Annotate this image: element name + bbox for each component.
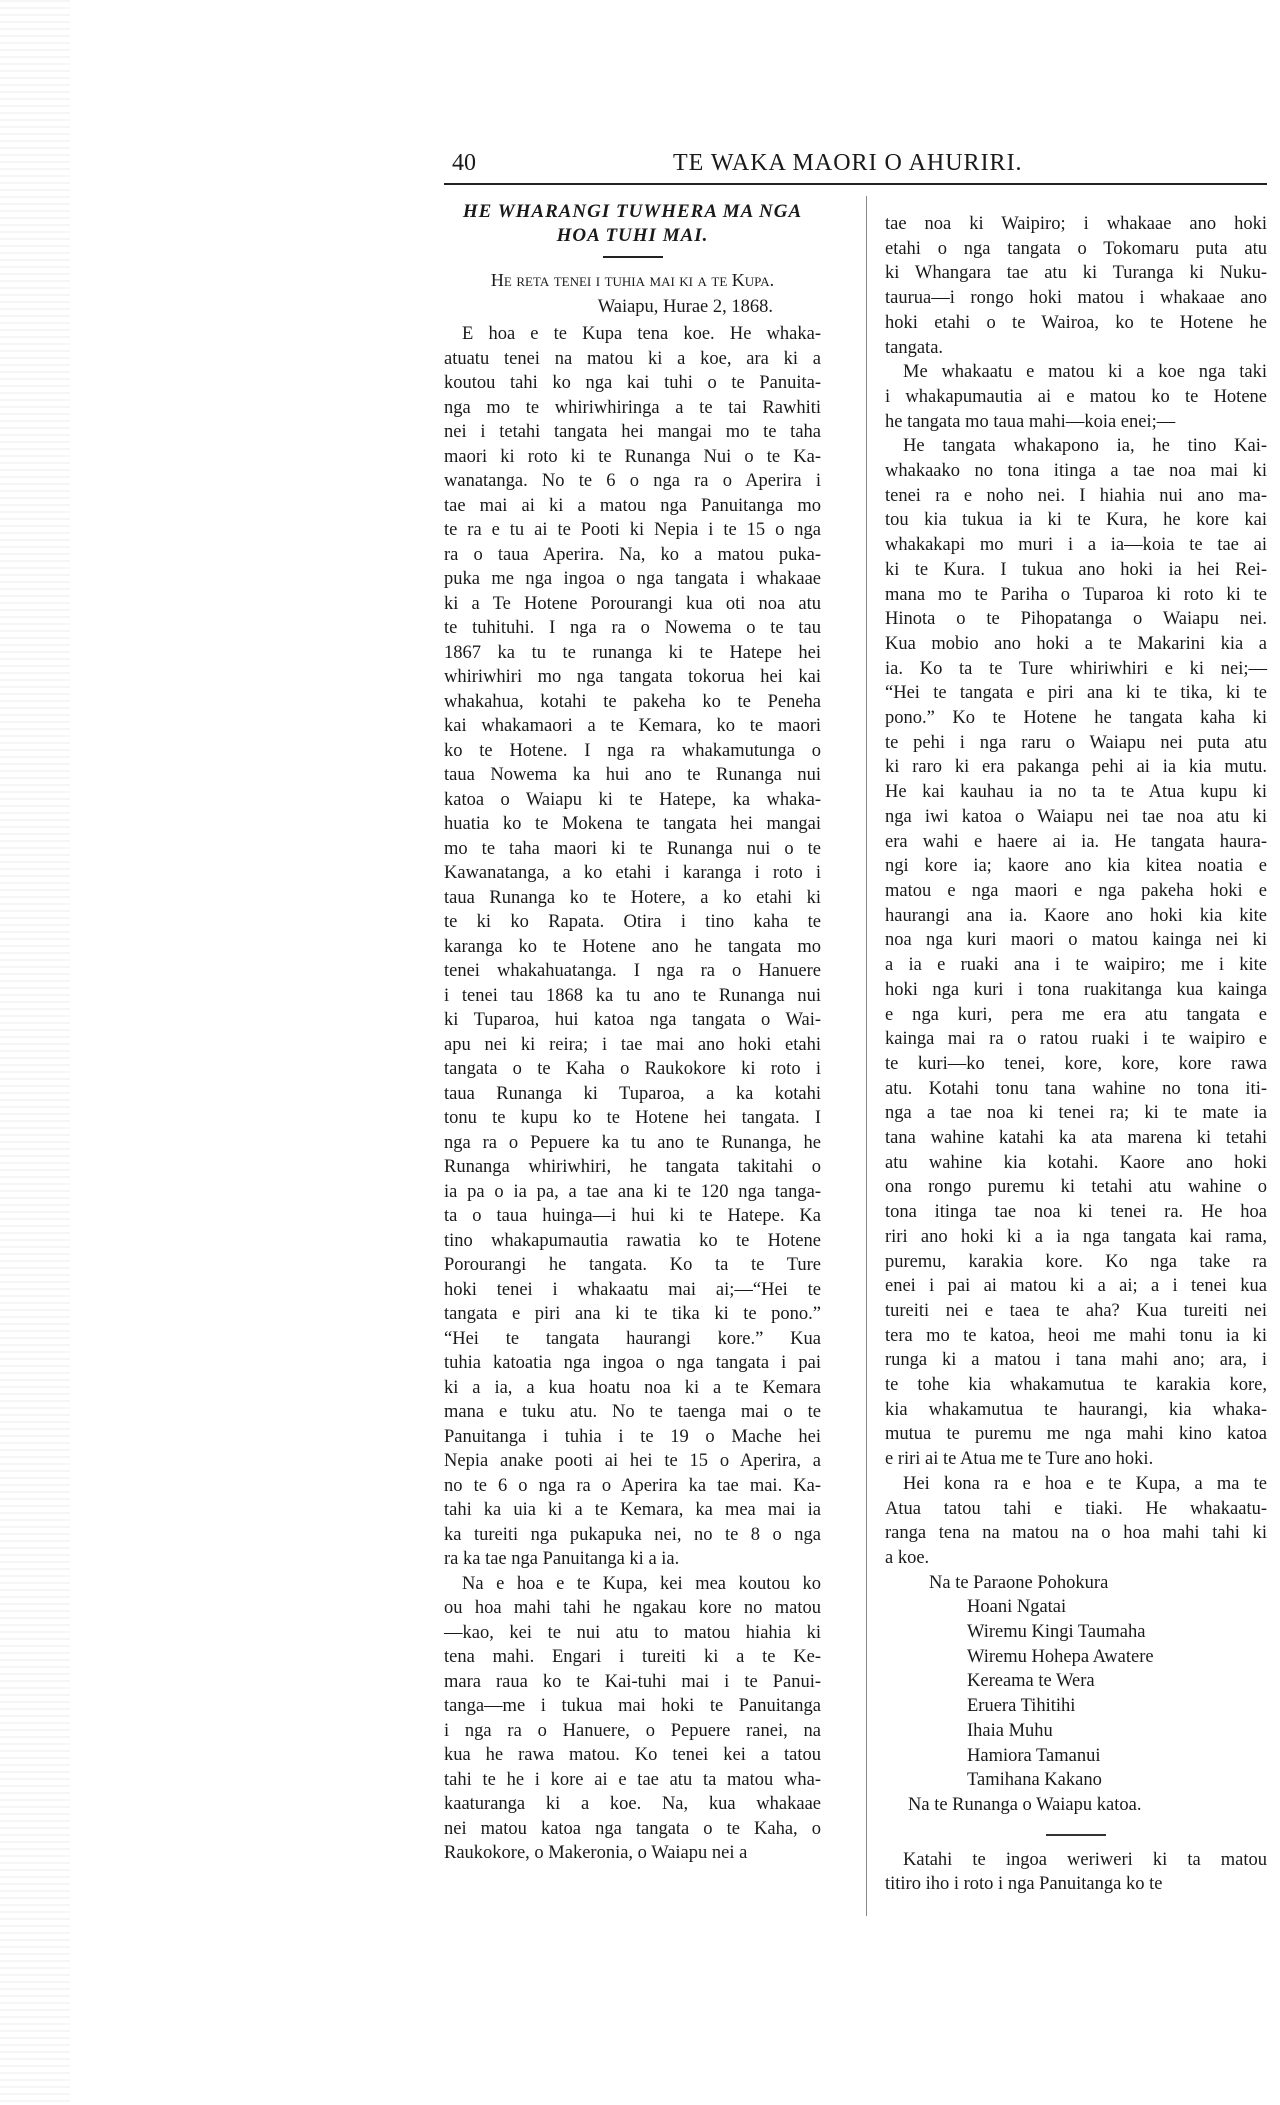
text-line: tonu te kupu ko te Hotene hei tangata. I bbox=[444, 1108, 821, 1128]
text-line: ona rongo puremu ki tetahi atu wahine o bbox=[885, 1177, 1267, 1198]
paragraph bbox=[885, 212, 1267, 360]
text-line: taua Runanga ki Tuparoa, a ka kotahi bbox=[444, 1083, 821, 1104]
paragraph bbox=[885, 360, 1267, 434]
text-line: Hinota o te Pihopatanga o Waiapu nei. bbox=[885, 609, 1267, 630]
text-line: “Hei te tangata e piri ana ki te tika, ki te bbox=[885, 683, 1267, 704]
text-line: i whakapumautia ai e matou ko te Hotene bbox=[885, 386, 1267, 407]
text-line: ranga tena na matou na o hoa mahi tahi ki bbox=[885, 1523, 1267, 1544]
text-line: kaaturanga ki a koe. Na, kua whakaae bbox=[444, 1794, 821, 1814]
text-line: taua Nowema ka hui ano te Runanga nui bbox=[444, 765, 821, 785]
text-line: mana e tuku atu. No te taenga mai o te bbox=[444, 1402, 821, 1422]
header-rule bbox=[444, 183, 1267, 185]
letter-heading: He reta tenei i tuhia mai ki a te Kupa. bbox=[490, 270, 775, 290]
text-line: Kua mobio ano hoki a te Makarini kia a bbox=[885, 633, 1267, 654]
text-line: 1867 ka tu te runanga ki te Hatepe hei bbox=[444, 642, 821, 663]
text-line: e riri ai te Atua me te Ture ano hoki. bbox=[885, 1449, 1154, 1470]
text-line: te ki ko Rapata. Otira i tino kaha te bbox=[444, 912, 821, 932]
text-line: tana wahine katahi ka ata marena ki tetahi bbox=[885, 1128, 1267, 1149]
text-line: a koe. bbox=[885, 1547, 930, 1568]
text-line: mana mo te Pariha o Tuparoa ki roto ki te bbox=[885, 584, 1267, 605]
text-line: nga ra o Pepuere ka tu ano te Runanga, he bbox=[444, 1132, 821, 1153]
text-line: i tenei tau 1868 ka tu ano te Runanga nui bbox=[444, 985, 821, 1006]
left-column bbox=[444, 200, 821, 1866]
signatory-lead: Na te Paraone Pohokura bbox=[929, 1572, 1109, 1593]
text-line: e nga kuri, pera me era atu tangata e bbox=[885, 1004, 1267, 1025]
text-line: taua Runanga ko te Hotere, a ko etahi ki bbox=[444, 887, 821, 908]
paragraph bbox=[444, 1572, 821, 1866]
text-line: puremu, karakia kore. Ko nga take ra bbox=[885, 1251, 1267, 1272]
text-line: tou kia tukua ia ki te Kura, he kore kai bbox=[885, 510, 1267, 531]
text-line: ou hoa mahi tahi he ngakau kore no matou bbox=[444, 1598, 821, 1618]
text-line: kainga mai ra o ratou ruaki i te waipiro e bbox=[885, 1029, 1267, 1050]
text-line: etahi o nga tangata o Tokomaru puta atu bbox=[885, 238, 1267, 259]
signatories bbox=[885, 1571, 1267, 1818]
text-line: tona itinga tae noa ki tenei ra. He hoa bbox=[885, 1202, 1267, 1223]
text-line: nei i tetahi tangata hei mangai mo te taha bbox=[444, 422, 821, 442]
text-line: Porourangi he tangata. Ko ta te Ture bbox=[444, 1255, 821, 1275]
text-line: tangata o te Kaha o Raukokore ki roto i bbox=[444, 1059, 821, 1079]
title-rule bbox=[603, 256, 663, 258]
text-line: He tangata whakapono ia, he tino Kai- bbox=[903, 436, 1267, 457]
text-line: kua he rawa matou. Ko tenei kei a tatou bbox=[444, 1745, 821, 1765]
text-line: taurua—i rongo hoki matou i whakaae ano bbox=[885, 288, 1267, 309]
text-line: nga mo te whiriwhiringa a te tai Rawhiti bbox=[444, 397, 821, 418]
text-line: ra o taua Aperira. Na, ko a matou puka- bbox=[444, 544, 821, 565]
text-line: “Hei te tangata haurangi kore.” Kua bbox=[444, 1328, 821, 1349]
text-line: runga ki a matou i tana mahi ano; ara, i bbox=[885, 1350, 1267, 1371]
text-line: Atua tatou tahi e tiaki. He whakaatu- bbox=[885, 1498, 1267, 1519]
section-rule bbox=[1046, 1834, 1106, 1836]
section-title bbox=[444, 200, 821, 248]
text-line: pono.” Ko te Hotene he tangata kaha ki bbox=[885, 708, 1267, 729]
text-line: tahi te he i kore ai e tae atu ta matou wha- bbox=[444, 1769, 821, 1790]
text-line: tangata e piri ana ki te tika ki te pono.” bbox=[444, 1304, 821, 1324]
text-line: ki Whangara tae atu ki Turanga ki Nuku- bbox=[885, 263, 1267, 284]
text-line: tino whakapumautia rawatia ko te Hotene bbox=[444, 1230, 821, 1251]
text-line: i nga ra o Hanuere, o Pepuere ranei, na bbox=[444, 1720, 821, 1741]
text-line: no te 6 o nga ra o Aperira ka tae mai. Ka- bbox=[444, 1475, 821, 1496]
text-line: whiriwhiri mo nga tangata tokorua hei kai bbox=[444, 667, 821, 687]
signatory-name: Eruera Tihitihi bbox=[967, 1696, 1076, 1717]
text-line: He kai kauhau ia no ta te Atua kupu ki bbox=[885, 782, 1267, 803]
text-line: Kawanatanga, a ko etahi i karanga i roto i bbox=[444, 863, 821, 883]
text-line: atu wahine kia kotahi. Kaore ano hoki bbox=[885, 1152, 1267, 1173]
signatory-closing: Na te Runanga o Waiapu katoa. bbox=[908, 1795, 1142, 1815]
text-line: mutua te puremu me nga mahi kino katoa bbox=[885, 1424, 1267, 1445]
text-line: noa nga kuri maori o matou kainga nei ki bbox=[885, 930, 1267, 951]
text-line: ta o taua huinga—i hui ki te Hatepe. Ka bbox=[444, 1206, 821, 1226]
signatory-name: Hamiora Tamanui bbox=[967, 1745, 1101, 1766]
text-line: te kuri—ko tenei, kore, kore, kore rawa bbox=[885, 1053, 1267, 1074]
text-line: hoki nga kuri i tona ruakitanga kua kainga bbox=[885, 979, 1267, 1000]
signatory-name: Ihaia Muhu bbox=[967, 1720, 1053, 1741]
text-line: ka tureiti nga pukapuka nei, no te 8 o nga bbox=[444, 1524, 821, 1545]
text-line: ki a Te Hotene Porourangi kua oti noa atu bbox=[444, 593, 821, 614]
text-line: nga iwi katoa o Waiapu nei tae noa atu ki bbox=[885, 806, 1267, 827]
text-line: whakakapi mo muri i a ia—koia te tae ai bbox=[885, 535, 1267, 556]
signatory-name: Hoani Ngatai bbox=[967, 1597, 1067, 1618]
text-line: atuatu tenei na matou ki a koe, ara ki a bbox=[444, 348, 821, 369]
text-line: ki raro ki era pakanga pehi ai ia kia mutu. bbox=[885, 757, 1267, 778]
text-line: haurangi ana ia. Kaore ano hoki kia kite bbox=[885, 905, 1267, 926]
text-line: whakahua, kotahi te pakeha ko te Peneha bbox=[444, 691, 821, 712]
text-line: hoki etahi o te Wairoa, ko te Hotene he bbox=[885, 312, 1267, 333]
final-paragraph bbox=[885, 1848, 1267, 1897]
page-number: 40 bbox=[452, 150, 476, 176]
text-line: titiro iho i roto i nga Panuitanga ko te bbox=[885, 1874, 1163, 1895]
dateline: Waiapu, Hurae 2, 1868. bbox=[597, 297, 773, 317]
text-line: Panuitanga i tuhia i te 19 o Mache hei bbox=[444, 1426, 821, 1447]
text-line: ngi kore ia; kaore ano kia kitea noatia e bbox=[885, 856, 1267, 877]
text-line: atu. Kotahi tonu tana wahine no tona iti- bbox=[885, 1078, 1267, 1099]
text-line: huatia ko te Mokena te tangata hei mangai bbox=[444, 814, 821, 834]
text-line: Katahi te ingoa weriweri ki ta matou bbox=[903, 1849, 1267, 1870]
text-line: whakaako no tona itinga a tae noa mai ki bbox=[885, 461, 1267, 482]
text-line: tenei whakahuatanga. I nga ra o Hanuere bbox=[444, 961, 821, 981]
text-line: hoki tenei i whakaatu mai ai;—“Hei te bbox=[444, 1279, 821, 1300]
signatory-name: Wiremu Kingi Taumaha bbox=[967, 1622, 1146, 1643]
text-line: ia pa o ia pa, a tae ana ki te 120 nga tanga- bbox=[444, 1181, 821, 1202]
section-title-line: HOA TUHI MAI. bbox=[556, 225, 709, 246]
text-line: tenei ra e noho nei. I hiahia nui ano ma- bbox=[885, 485, 1267, 506]
text-line: tanga—me i tukua mai hoki te Panuitanga bbox=[444, 1696, 821, 1716]
running-title: TE WAKA MAORI O AHURIRI. bbox=[673, 150, 1023, 176]
text-line: ki a ia, a kua hoatu noa ki a te Kemara bbox=[444, 1377, 821, 1398]
text-line: mo te taha maori ki te Runanga nui o te bbox=[444, 838, 821, 859]
signatory-name: Kereama te Wera bbox=[967, 1671, 1095, 1692]
text-line: era wahi e haere ai ia. He tangata haura- bbox=[885, 831, 1267, 852]
right-column bbox=[885, 212, 1267, 1897]
text-line: Hei kona ra e hoa e te Kupa, a ma te bbox=[903, 1473, 1267, 1494]
text-line: matou e nga maori e nga pakeha hoki e bbox=[885, 880, 1267, 901]
text-line: nga a tae noa ki tenei ra; ki te mate ia bbox=[885, 1103, 1267, 1124]
text-line: tahi ka uia ki a te Kemara, ka mea mai ia bbox=[444, 1500, 821, 1520]
text-line: koutou tahi ko nga kai tuhi o te Panuita- bbox=[444, 373, 821, 393]
text-line: Me whakaatu e matou ki a koe nga taki bbox=[903, 362, 1267, 383]
text-line: te pehi i nga raru o Waiapu nei puta atu bbox=[885, 732, 1267, 753]
text-line: puka me nga ingoa o nga tangata i whakaae bbox=[444, 569, 821, 589]
text-line: tangata. bbox=[885, 337, 944, 358]
signatory-name: Tamihana Kakano bbox=[967, 1770, 1102, 1791]
text-line: Runanga whiriwhiri, he tangata takitahi o bbox=[444, 1157, 821, 1177]
text-line: tae mai ai ki a matou nga Panuitanga mo bbox=[444, 495, 821, 516]
text-line: nei matou katoa nga tangata o te Kaha, o bbox=[444, 1818, 821, 1839]
paragraph bbox=[444, 322, 821, 1572]
paragraph bbox=[885, 434, 1267, 1472]
text-line: ia. Ko ta te Ture whiriwhiri e ki nei;— bbox=[885, 658, 1267, 679]
text-line: tuhia katoatia nga ingoa o nga tangata i pai bbox=[444, 1353, 821, 1373]
text-line: ra ka tae nga Panuitanga ki a ia. bbox=[444, 1549, 680, 1569]
text-line: ki Tuparoa, hui katoa nga tangata o Wai- bbox=[444, 1010, 821, 1030]
text-line: wanatanga. No te 6 o nga ra o Aperira i bbox=[444, 471, 821, 491]
left-article-body bbox=[444, 322, 821, 1866]
text-line: tena mahi. Engari i tureiti ki a te Ke- bbox=[444, 1647, 821, 1667]
text-line: he tangata mo taua mahi—koia enei;— bbox=[885, 411, 1176, 432]
text-line: E hoa e te Kupa tena koe. He whaka- bbox=[462, 324, 821, 344]
section-title-line: HE WHARANGI TUWHERA MA NGA bbox=[462, 201, 803, 222]
text-line: ko te Hotene. I nga ra whakamutunga o bbox=[444, 740, 821, 761]
text-line: tae noa ki Waipiro; i whakaae ano hoki bbox=[885, 214, 1267, 234]
text-line: Nepia anake pooti ai hei te 15 o Aperira, a bbox=[444, 1451, 821, 1471]
signatory-name: Wiremu Hohepa Awatere bbox=[967, 1646, 1154, 1667]
text-line: mara raua ko te Kai-tuhi mai i te Panui- bbox=[444, 1671, 821, 1692]
text-line: karanga ko te Hotene ano he tangata mo bbox=[444, 936, 821, 957]
text-line: a ia e ruaki ana i te waipiro; me i kite bbox=[885, 955, 1267, 976]
scan-margin-noise bbox=[0, 0, 70, 2105]
text-line: riri ano hoki ki a ia nga tangata kai rama, bbox=[885, 1226, 1267, 1247]
text-line: tera mo te katoa, heoi me mahi tonu ia ki bbox=[885, 1325, 1267, 1346]
text-line: apu nei ki reira; i tae mai ano hoki etahi bbox=[444, 1034, 821, 1055]
text-line: Na e hoa e te Kupa, kei mea koutou ko bbox=[462, 1573, 821, 1594]
text-line: enei i pai ai matou ki a ai; a i tenei kua bbox=[885, 1276, 1267, 1297]
text-line: te tohe kia whakamutua te karakia kore, bbox=[885, 1375, 1267, 1396]
text-line: maori ki roto ki te Runanga Nui o te Ka- bbox=[444, 446, 821, 467]
right-article-body bbox=[885, 212, 1267, 1571]
column-divider bbox=[866, 196, 867, 1916]
text-line: ki te Kura. I tukua ano hoki ia hei Rei- bbox=[885, 559, 1267, 580]
text-line: kai whakamaori a te Kemara, ko te maori bbox=[444, 716, 821, 736]
text-line: te tuhituhi. I nga ra o Nowema o te tau bbox=[444, 618, 821, 638]
paragraph bbox=[885, 1472, 1267, 1571]
text-line: katoa o Waiapu ki te Hatepe, ka whaka- bbox=[444, 789, 821, 810]
text-line: tureiti nei e taea te aha? Kua tureiti nei bbox=[885, 1300, 1267, 1321]
text-line: kia whakamutua te haurangi, kia whaka- bbox=[885, 1399, 1267, 1420]
text-line: Raukokore, o Makeronia, o Waiapu nei a bbox=[444, 1843, 748, 1863]
text-line: te ra e tu ai te Pooti ki Nepia i te 15 o nga bbox=[444, 520, 821, 540]
text-line: —kao, kei te nui atu to matou hiahia ki bbox=[444, 1622, 821, 1643]
